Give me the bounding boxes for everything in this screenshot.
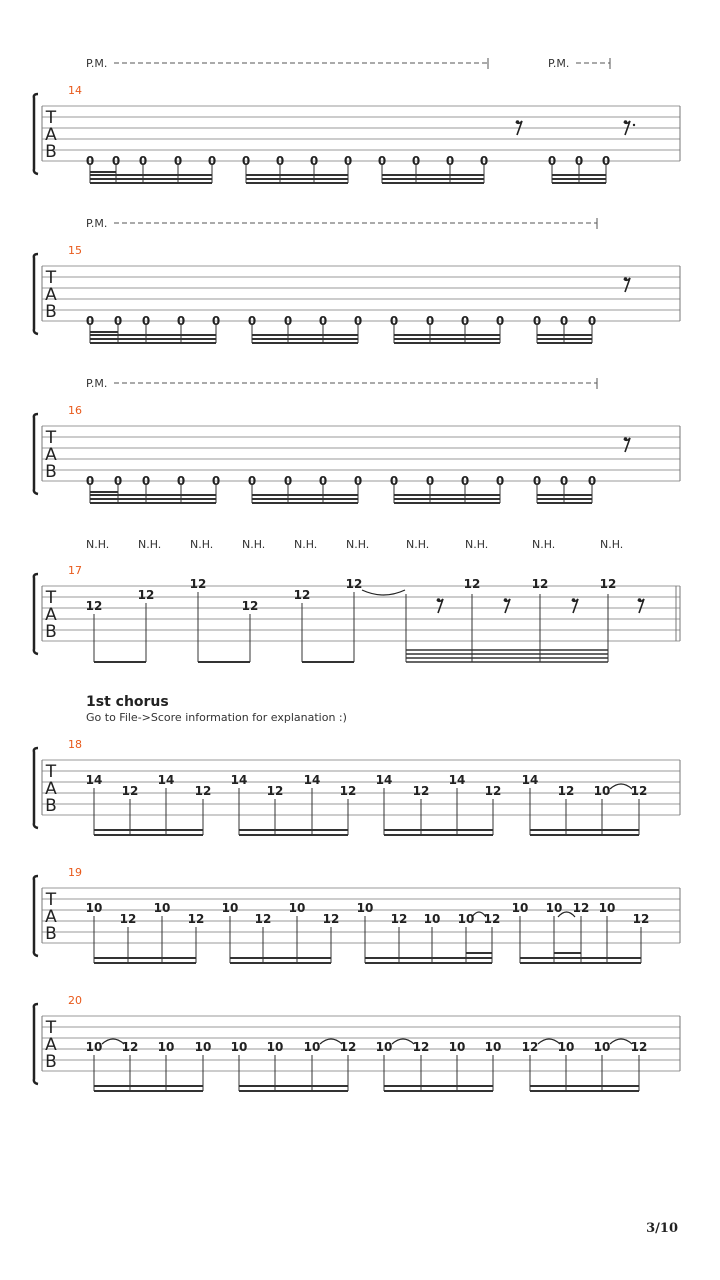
- system-bracket: [34, 748, 38, 828]
- fret-number: 0: [559, 314, 569, 328]
- fret-number: 12: [557, 784, 575, 798]
- fret-number: 0: [425, 314, 435, 328]
- fret-number: 10: [423, 912, 441, 926]
- rest-dot: [633, 124, 635, 126]
- harmonic-label: N.H.: [294, 538, 318, 551]
- fret-number: 12: [412, 1040, 430, 1054]
- fret-number: 12: [572, 901, 590, 915]
- rest-symbol-head: [437, 598, 441, 602]
- system-bracket: [34, 254, 38, 334]
- fret-number: 0: [532, 314, 542, 328]
- fret-number: 14: [375, 773, 393, 787]
- fret-number: 0: [587, 474, 597, 488]
- tab-label-b: B: [45, 1052, 57, 1072]
- rest-symbol-head: [638, 598, 642, 602]
- fret-number: 12: [194, 784, 212, 798]
- tab-label-t: T: [45, 588, 57, 608]
- fret-number: 0: [176, 474, 186, 488]
- tab-label-a: A: [45, 779, 57, 799]
- palm-mute-label: P.M.: [86, 57, 108, 70]
- fret-number: 0: [211, 474, 221, 488]
- tab-label-a: A: [45, 125, 57, 145]
- fret-number: 0: [460, 314, 470, 328]
- tab-label-b: B: [45, 142, 57, 162]
- fret-number: 0: [377, 154, 387, 168]
- fret-number: 0: [85, 474, 95, 488]
- fret-number: 0: [411, 154, 421, 168]
- fret-number: 0: [353, 474, 363, 488]
- fret-number: 10: [448, 1040, 466, 1054]
- fret-number: 12: [85, 599, 103, 613]
- tie-arc: [610, 1039, 632, 1044]
- fret-number: 14: [85, 773, 103, 787]
- fret-number: 0: [495, 474, 505, 488]
- tab-label-t: T: [45, 428, 57, 448]
- fret-number: 10: [557, 1040, 575, 1054]
- fret-number: 0: [559, 474, 569, 488]
- fret-number: 10: [484, 1040, 502, 1054]
- tab-label-t: T: [45, 762, 57, 782]
- fret-number: 14: [448, 773, 466, 787]
- harmonic-label: N.H.: [242, 538, 266, 551]
- fret-number: 14: [303, 773, 321, 787]
- fret-number: 0: [309, 154, 319, 168]
- fret-number: 12: [599, 577, 617, 591]
- fret-number: 10: [288, 901, 306, 915]
- harmonic-label: N.H.: [190, 538, 214, 551]
- harmonic-label: N.H.: [138, 538, 162, 551]
- fret-number: 12: [483, 912, 501, 926]
- measure-number: 14: [68, 84, 82, 97]
- fret-number: 0: [241, 154, 251, 168]
- fret-number: 0: [587, 314, 597, 328]
- fret-number: 10: [194, 1040, 212, 1054]
- fret-number: 12: [521, 1040, 539, 1054]
- measure-15: [34, 217, 680, 343]
- tab-label-b: B: [45, 924, 57, 944]
- fret-number: 0: [445, 154, 455, 168]
- fret-number: 14: [157, 773, 175, 787]
- fret-number: 12: [254, 912, 272, 926]
- fret-number: 10: [266, 1040, 284, 1054]
- measure-number: 17: [68, 564, 82, 577]
- fret-number: 0: [601, 154, 611, 168]
- palm-mute-label: P.M.: [86, 217, 108, 230]
- tab-label-b: B: [45, 796, 57, 816]
- fret-number: 12: [137, 588, 155, 602]
- tab-label-a: A: [45, 1035, 57, 1055]
- fret-number: 10: [303, 1040, 321, 1054]
- section-title: 1st chorus: [86, 694, 169, 710]
- measure-17: [34, 538, 680, 662]
- measure-number: 15: [68, 244, 82, 257]
- palm-mute-label: P.M.: [86, 377, 108, 390]
- fret-number: 10: [598, 901, 616, 915]
- fret-number: 10: [157, 1040, 175, 1054]
- fret-number: 10: [153, 901, 171, 915]
- fret-number: 10: [593, 1040, 611, 1054]
- tab-label-a: A: [45, 445, 57, 465]
- fret-number: 12: [241, 599, 259, 613]
- fret-number: 0: [141, 314, 151, 328]
- fret-number: 12: [390, 912, 408, 926]
- palm-mute-label: P.M.: [548, 57, 570, 70]
- fret-number: 0: [343, 154, 353, 168]
- fret-number: 0: [389, 474, 399, 488]
- measure-20: [34, 994, 680, 1091]
- fret-number: 0: [283, 314, 293, 328]
- rest-symbol-head: [624, 120, 628, 124]
- fret-number: 0: [141, 474, 151, 488]
- harmonic-label: N.H.: [532, 538, 556, 551]
- measure-16: [34, 377, 680, 503]
- system-bracket: [34, 94, 38, 174]
- tab-label-t: T: [45, 1018, 57, 1038]
- rest-symbol-head: [624, 437, 628, 441]
- measure-number: 19: [68, 866, 82, 879]
- page-number: 3/10: [646, 1221, 678, 1236]
- measure-number: 16: [68, 404, 82, 417]
- fret-number: 0: [176, 314, 186, 328]
- tab-label-b: B: [45, 462, 57, 482]
- fret-number: 0: [353, 314, 363, 328]
- fret-number: 12: [632, 912, 650, 926]
- fret-number: 14: [230, 773, 248, 787]
- harmonic-label: N.H.: [406, 538, 430, 551]
- tie-arc: [362, 590, 405, 595]
- fret-number: 12: [293, 588, 311, 602]
- system-bracket: [34, 574, 38, 654]
- fret-number: 12: [463, 577, 481, 591]
- system-bracket: [34, 1004, 38, 1084]
- harmonic-label: N.H.: [600, 538, 624, 551]
- fret-number: 0: [113, 474, 123, 488]
- tab-label-a: A: [45, 907, 57, 927]
- fret-number: 10: [230, 1040, 248, 1054]
- section-note: Go to File->Score information for explanation :): [86, 711, 347, 724]
- fret-number: 12: [322, 912, 340, 926]
- fret-number: 0: [113, 314, 123, 328]
- harmonic-label: N.H.: [346, 538, 370, 551]
- fret-number: 10: [511, 901, 529, 915]
- fret-number: 10: [593, 784, 611, 798]
- measure-14: [34, 57, 680, 183]
- tab-label-b: B: [45, 622, 57, 642]
- tab-label-a: A: [45, 605, 57, 625]
- rest-symbol-head: [516, 120, 520, 124]
- fret-number: 12: [119, 912, 137, 926]
- fret-number: 12: [345, 577, 363, 591]
- fret-number: 0: [173, 154, 183, 168]
- tie-arc: [392, 1039, 414, 1044]
- fret-number: 10: [356, 901, 374, 915]
- fret-number: 10: [221, 901, 239, 915]
- rest-symbol-head: [504, 598, 508, 602]
- fret-number: 0: [85, 314, 95, 328]
- fret-number: 10: [457, 912, 475, 926]
- tab-label-t: T: [45, 268, 57, 288]
- fret-number: 0: [211, 314, 221, 328]
- fret-number: 10: [85, 1040, 103, 1054]
- tie-arc: [610, 784, 632, 789]
- fret-number: 0: [495, 314, 505, 328]
- fret-number: 12: [121, 1040, 139, 1054]
- fret-number: 0: [532, 474, 542, 488]
- harmonic-label: N.H.: [465, 538, 489, 551]
- measure-19: [34, 866, 680, 963]
- fret-number: 0: [547, 154, 557, 168]
- fret-number: 0: [574, 154, 584, 168]
- rest-symbol-head: [624, 277, 628, 281]
- fret-number: 14: [521, 773, 539, 787]
- tab-label-b: B: [45, 302, 57, 322]
- fret-number: 12: [339, 1040, 357, 1054]
- fret-number: 12: [187, 912, 205, 926]
- fret-number: 0: [138, 154, 148, 168]
- fret-number: 12: [630, 1040, 648, 1054]
- fret-number: 12: [484, 784, 502, 798]
- fret-number: 0: [247, 314, 257, 328]
- fret-number: 0: [247, 474, 257, 488]
- harmonic-label: N.H.: [86, 538, 110, 551]
- fret-number: 0: [318, 474, 328, 488]
- fret-number: 12: [266, 784, 284, 798]
- fret-number: 10: [375, 1040, 393, 1054]
- fret-number: 0: [479, 154, 489, 168]
- fret-number: 0: [85, 154, 95, 168]
- fret-number: 12: [531, 577, 549, 591]
- fret-number: 12: [412, 784, 430, 798]
- fret-number: 0: [207, 154, 217, 168]
- fret-number: 0: [318, 314, 328, 328]
- fret-number: 12: [121, 784, 139, 798]
- fret-number: 12: [339, 784, 357, 798]
- tab-label-a: A: [45, 285, 57, 305]
- tab-label-t: T: [45, 890, 57, 910]
- fret-number: 0: [111, 154, 121, 168]
- rest-symbol-head: [572, 598, 576, 602]
- measure-18: [34, 738, 680, 835]
- tab-label-t: T: [45, 108, 57, 128]
- measure-number: 20: [68, 994, 82, 1007]
- fret-number: 0: [460, 474, 470, 488]
- fret-number: 12: [630, 784, 648, 798]
- fret-number: 0: [425, 474, 435, 488]
- system-bracket: [34, 876, 38, 956]
- fret-number: 0: [275, 154, 285, 168]
- measure-number: 18: [68, 738, 82, 751]
- fret-number: 12: [189, 577, 207, 591]
- system-bracket: [34, 414, 38, 494]
- fret-number: 0: [389, 314, 399, 328]
- fret-number: 10: [85, 901, 103, 915]
- fret-number: 10: [545, 901, 563, 915]
- fret-number: 0: [283, 474, 293, 488]
